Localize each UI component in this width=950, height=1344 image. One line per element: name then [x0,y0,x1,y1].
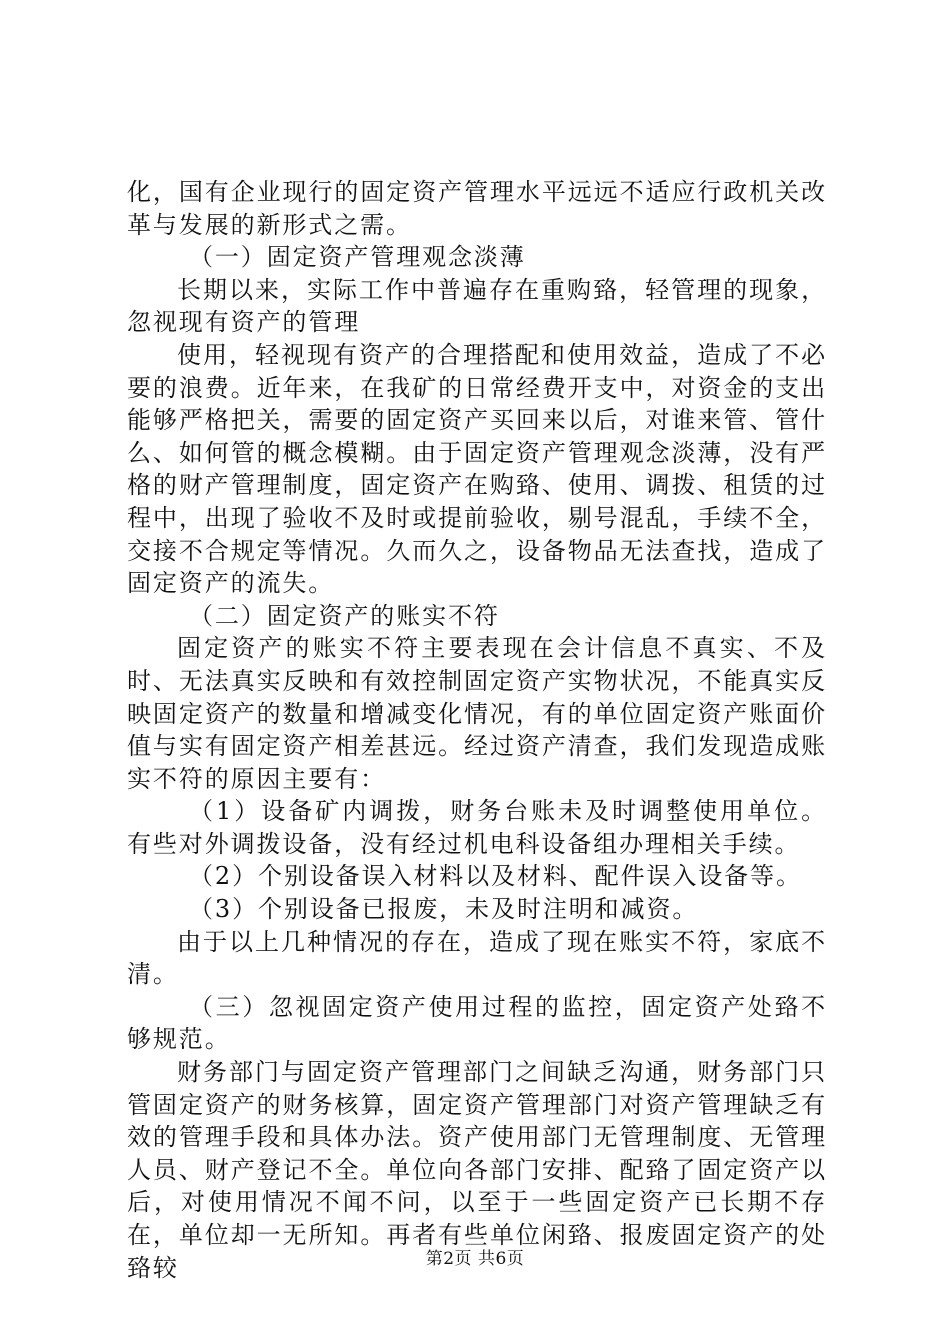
paragraph: 化，国有企业现行的固定资产管理水平远远不适应行政机关改革与发展的新形式之需。 [127,178,827,239]
page-number-footer: 第2页 共6页 [425,1249,525,1269]
section-heading: （二）固定资产的账实不符 [189,601,500,630]
document-body [127,176,827,1284]
section-heading: （一）固定资产管理观念淡薄 [189,243,526,272]
section-heading: （三）忽视固定资产使用过程的监控，固定资产处臵不够规范。 [127,992,827,1054]
paragraph: 使用，轻视现有资产的合理搭配和使用效益，造成了不必要的浪费。近年来，在我矿的日常经费开支中，对资金的支出能够严格把关，需要的固定资产买回来以后，对谁来管、管什么、如何管的概念模糊。由于固定资产管理观念淡薄，没有严格的财产管理制度，固定资产在购臵、使用、调拨、租赁的过程中，出现了验收不及时或提前验收，剔号混乱，手续不全，交接不合规定等情况。久而久之，设备物品无法查找，造成了固定资产的流失。 [127,340,827,598]
list-item: （1）设备矿内调拨，财务台账未及时调整使用单位。有些对外调拨设备，没有经过机电科设备组办理相关手续。 [127,797,827,858]
list-item: （3）个别设备已报废，未及时注明和减资。 [189,895,699,924]
list-item: （2）个别设备误入材料以及材料、配件误入设备等。 [189,862,802,891]
paragraph: 由于以上几种情况的存在，造成了现在账实不符，家底不清。 [127,927,827,989]
paragraph: 财务部门与固定资产管理部门之间缺乏沟通，财务部门只管固定资产的财务核算，固定资产管理部门对资产管理缺乏有效的管理手段和具体办法。资产使用部门无管理制度、无管理人员、财产登记不全。单位向各部门安排、配臵了固定资产以后，对使用情况不闻不问，以至于一些固定资产已长期不存在，单位却一无所知。再者有些单位闲臵、报废固定资产的处臵较 [127,1058,827,1282]
paragraph: 长期以来，实际工作中普遍存在重购臵，轻管理的现象，忽视现有资产的管理 [127,275,827,337]
paragraph: 固定资产的账实不符主要表现在会计信息不真实、不及时、无法真实反映和有效控制固定资产实物状况，不能真实反映固定资产的数量和增减变化情况，有的单位固定资产账面价值与实有固定资产相差甚远。经过资产清查，我们发现造成账实不符的原因主要有： [127,634,827,793]
